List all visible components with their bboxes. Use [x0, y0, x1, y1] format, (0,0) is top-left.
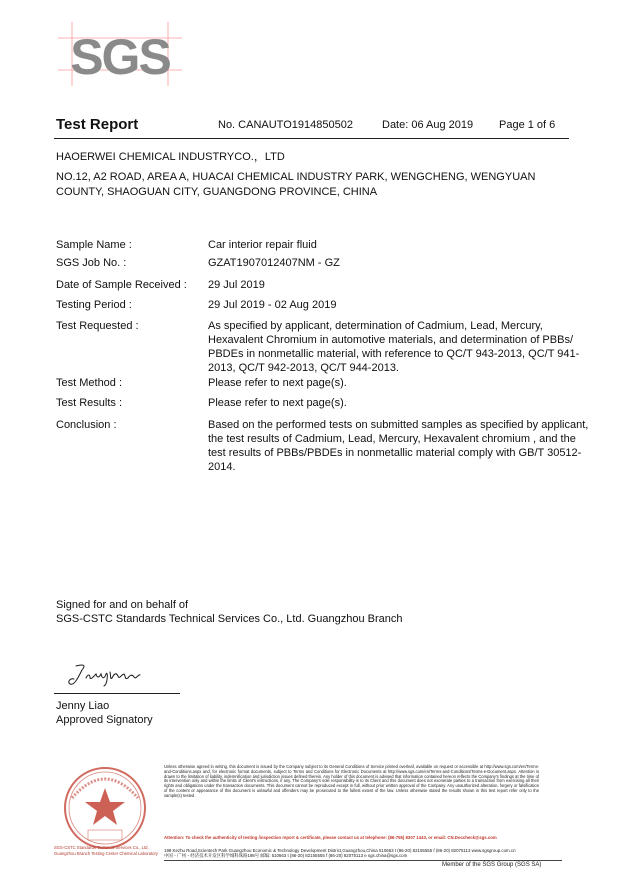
info-label-test-results: Test Results : [56, 397, 123, 409]
info-value-conclusion: Based on the performed tests on submitted samples as specified by applicant, the test results of Cadmium, Lead, Mercury, Hexavalent chromium , and the test results of PBBs/PBDEs in nonmetallic material comply with GB/T 30512-2014. [208, 419, 589, 473]
footer-divider [164, 860, 562, 861]
handwritten-signature [64, 660, 164, 690]
company-address-cn: 中国・广州・经济技术开发区科学城科珠路198号 邮编: 510663 t (86-20) 82155555 f (86-20) 82075113 e sgs.china@sgs.com [164, 853, 408, 859]
info-value-job-no: GZAT1907012407NM - GZ [208, 257, 340, 269]
page-indicator: Page 1 of 6 [499, 119, 556, 131]
report-number: No. CANAUTO1914850502 [218, 119, 353, 131]
signatory-title: Approved Signatory [56, 714, 153, 726]
signed-line-2: SGS-CSTC Standards Technical Services Co., Ltd. Guangzhou Branch [56, 613, 403, 625]
signed-line-1: Signed for and on behalf of [56, 599, 189, 611]
info-label-sample-name: Sample Name : [56, 239, 132, 251]
info-label-conclusion: Conclusion : [56, 419, 117, 431]
stamp-company-line: SGS-CSTC Standards Technical Services Co., Ltd. [54, 845, 149, 850]
applicant-name: HAOERWEI CHEMICAL INDUSTRYCO.，LTD [56, 151, 285, 163]
info-value-test-requested: As specified by applicant, determination of Cadmium, Lead, Mercury, Hexavalent Chromium in automotive materials, and determination of PBBs/ PBDEs in nonmetallic material, with reference to QC/T 943-2013, QC/T 941-2013, QC/T 942-2013, QC/T 944-2013. [208, 320, 580, 374]
info-label-date-received: Date of Sample Received : [56, 279, 187, 291]
info-label-testing-period: Testing Period : [56, 299, 132, 311]
info-label-test-method: Test Method : [56, 377, 123, 389]
company-address-en: 198 Kezhu Road,Scientech Park Guangzhou Economic & Technology Development District,Guangzhou,China 510663 t (86-20) 82155555 f (86-20) 82075113 www.sgsgroup.com.cn [164, 848, 516, 853]
signed-on-behalf [56, 598, 402, 626]
info-value-date-received: 29 Jul 2019 [208, 279, 265, 291]
sgs-logo [58, 22, 182, 86]
info-value-sample-name: Car interior repair fluid [208, 239, 317, 251]
info-value-testing-period: 29 Jul 2019 - 02 Aug 2019 [208, 299, 337, 311]
company-address [164, 848, 516, 858]
info-label-test-requested: Test Requested : [56, 320, 139, 332]
signatory-name: Jenny Liao [56, 700, 110, 712]
info-label-job-no: SGS Job No. : [56, 257, 127, 269]
logo-text: SGS [70, 29, 170, 85]
applicant-address: NO.12, A2 ROAD, AREA A, HUACAI CHEMICAL INDUSTRY PARK, WENGCHENG, WENGYUAN COUNTY, SHAOGUAN CITY, GUANGDONG PROVINCE, CHINA [56, 171, 536, 198]
legal-disclaimer: Unless otherwise agreed in writing, this document is issued by the Company subject to its General Conditions of Service printed overleaf, available on request or accessible at http://www.sgs.com/en/Terms-and-Conditions.aspx and, for electronic format documents, subject to Terms and Conditions for Electronic Documents at http://www.sgs.com/en/Terms-and-Conditions/Terms-e-Document.aspx. Attention is drawn to the limitation of liability, indemnification and jurisdiction issues defined therein. Any holder of this document is advised that information contained hereon reflects the Company's findings at the time of its intervention only and within the limits of Client's instructions, if any. The Company's sole responsibility is to its Client and this document does not exonerate parties to a transaction from exercising all their rights and obligations under the transaction documents. This document cannot be reproduced except in full, without prior written approval of the Company. Any unauthorized alteration, forgery or falsification of the content or appearance of this document is unlawful and offenders may be prosecuted to the fullest extent of the law. Unless otherwise stated the results shown in this test report refer only to the sample(s) tested . [164, 764, 539, 798]
info-value-test-results: Please refer to next page(s). [208, 397, 347, 409]
member-of-group: Member of the SGS Group (SGS SA) [442, 862, 542, 868]
authenticity-notice: Attention: To check the authenticity of testing /inspection report & certificate, please contact us at telephone: (86-755) 8307 1443, or email: CN.Doccheck@sgs.com [164, 835, 497, 840]
report-date: Date: 06 Aug 2019 [382, 119, 474, 131]
signature-line [54, 693, 180, 694]
header-divider [54, 138, 569, 139]
report-title: Test Report [56, 116, 139, 133]
info-value-test-method: Please refer to next page(s). [208, 377, 347, 389]
stamp-branch-line: Guangzhou Branch Testing Center Chemical Laboratory [54, 851, 158, 856]
